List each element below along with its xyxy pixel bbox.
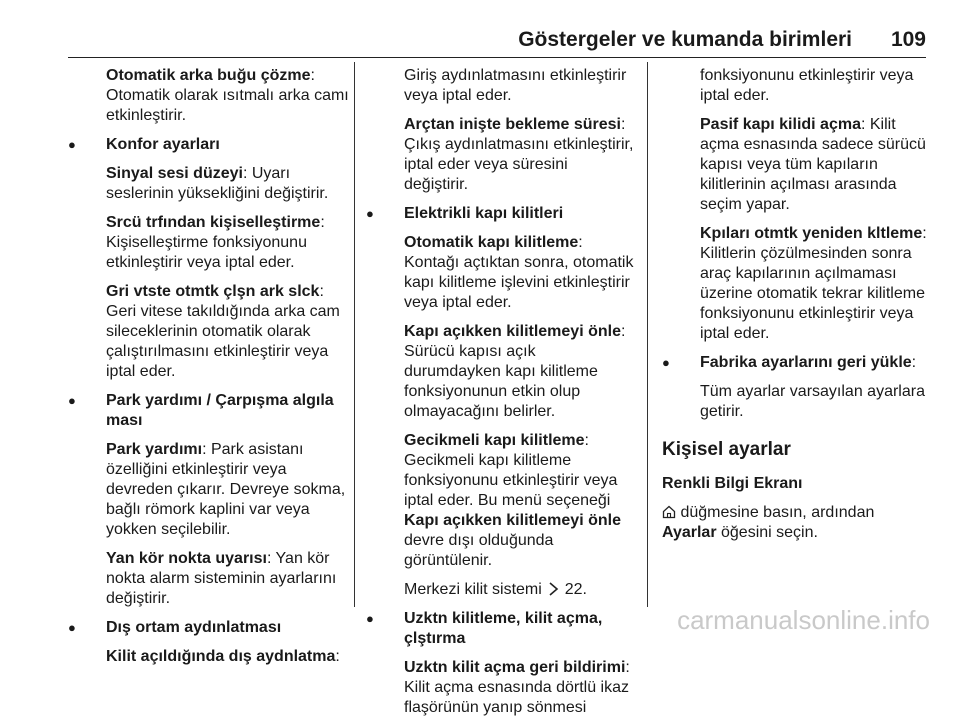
paragraph: Gecikmeli kapı kilitleme: Gecikmeli kapı kilitleme fonksiyonunu etkinleştirir veya iptal eder. Bu menü seçeneği Kapı açıkken kilitlemeyi önle devre dışı olduğunda görüntülenir. bbox=[404, 432, 621, 569]
bullet-item: ● Uzktn kilitleme, kilit açma, çlştırma bbox=[366, 609, 636, 649]
paragraph: Gri vtste otmtk çlşn ark slck: Geri vitese takıldığında arka cam sileceklerinin otomatik olarak çalıştırılmasını etkinleştirir veya iptal eder. bbox=[106, 283, 340, 380]
paragraph: Giriş aydınlatmasını etkinleştirir veya iptal eder. bbox=[404, 67, 627, 104]
paragraph: Arçtan inişte bekleme süresi: Çıkış aydınlatmasını etkinleştirir, iptal eder veya süresini değiştirir. bbox=[404, 116, 634, 193]
paragraph: Merkezi kilit sistemi 22. bbox=[404, 581, 587, 598]
paragraph: Uzktn kilit açma geri bildirimi: Kilit açma esnasında dörtlü ikaz flaşörünün yanıp sönmesi bbox=[404, 659, 630, 716]
header-rule bbox=[68, 57, 926, 58]
page-reference[interactable]: 22. bbox=[564, 581, 587, 598]
paragraph: Tüm ayarlar varsayılan ayarlara getirir. bbox=[700, 383, 925, 420]
paragraph: Pasif kapı kilidi açma: Kilit açma esnasında sadece sürücü kapısı veya tüm kapıların kilitlerinin açılması arasında seçim yapar. bbox=[700, 116, 926, 213]
bullet-item: ● Fabrika ayarlarını geri yükle: bbox=[662, 353, 928, 373]
paragraph: Kpıları otmtk yeniden kltleme: Kilitlerin çözülmesinden sonra araç kapılarının açılmaması üzerine otomatik tekrar kilitleme fonksiyonunu etkinleştirir veya iptal eder. bbox=[700, 225, 927, 342]
bullet-item: ● Konfor ayarları bbox=[68, 135, 353, 155]
watermark: carmanualsonline.info bbox=[677, 605, 930, 635]
page-title: Göstergeler ve kumanda birimleri bbox=[518, 28, 852, 51]
column-1 bbox=[68, 66, 353, 676]
column-3 bbox=[662, 66, 928, 552]
column-2 bbox=[366, 66, 636, 727]
page-number: 109 bbox=[890, 28, 926, 51]
paragraph: Kilit açıldığında dış aydnlatma: bbox=[106, 648, 340, 665]
paragraph: Srcü trfından kişiselleştirme: Kişiselleştirme fonksiyonunu etkinleştirir veya iptal eder. bbox=[106, 214, 325, 271]
page-header bbox=[0, 28, 960, 58]
column-divider bbox=[354, 62, 355, 607]
paragraph: Otomatik kapı kilitleme: Kontağı açtıktan sonra, otomatik kapı kilitleme işlevini etkinleştirir veya iptal eder. bbox=[404, 234, 634, 311]
bullet-item: ● Elektrikli kapı kilitleri bbox=[366, 204, 636, 224]
paragraph: Sinyal sesi düzeyi: Uyarı seslerinin yüksekliğini değiştirir. bbox=[106, 165, 329, 202]
column-divider bbox=[647, 62, 648, 607]
paragraph: Otomatik arka buğu çözme: Otomatik olarak ısıtmalı arka camı etkinleştirir. bbox=[106, 67, 349, 124]
bullet-item: ● Dış ortam aydınlatması bbox=[68, 618, 353, 638]
bullet-item: ● Park yardımı / Çarpışma algıla ması bbox=[68, 391, 353, 431]
paragraph: Kapı açıkken kilitlemeyi önle: Sürücü kapısı açık durumdayken kapı kilitleme fonksiyonunun etkin olup olmayacağını belirler. bbox=[404, 323, 626, 420]
subsection-heading: Renkli Bilgi Ekranı bbox=[662, 475, 803, 492]
paragraph: Park yardımı: Park asistanı özelliğini etkinleştirir veya devreden çıkarır. Devreye sokma, bağlı römork kaplini var veya yokken seçilebilir. bbox=[106, 441, 346, 538]
home-icon bbox=[662, 505, 676, 519]
page-reference-icon bbox=[546, 582, 560, 596]
paragraph: düğmesine basın, ardından Ayarlar öğesini seçin. bbox=[662, 504, 875, 541]
section-heading: Kişisel ayarlar bbox=[662, 439, 791, 460]
paragraph: fonksiyonunu etkinleştirir veya iptal eder. bbox=[700, 67, 914, 104]
paragraph: Yan kör nokta uyarısı: Yan kör nokta alarm sisteminin ayarlarını değiştirir. bbox=[106, 550, 337, 607]
